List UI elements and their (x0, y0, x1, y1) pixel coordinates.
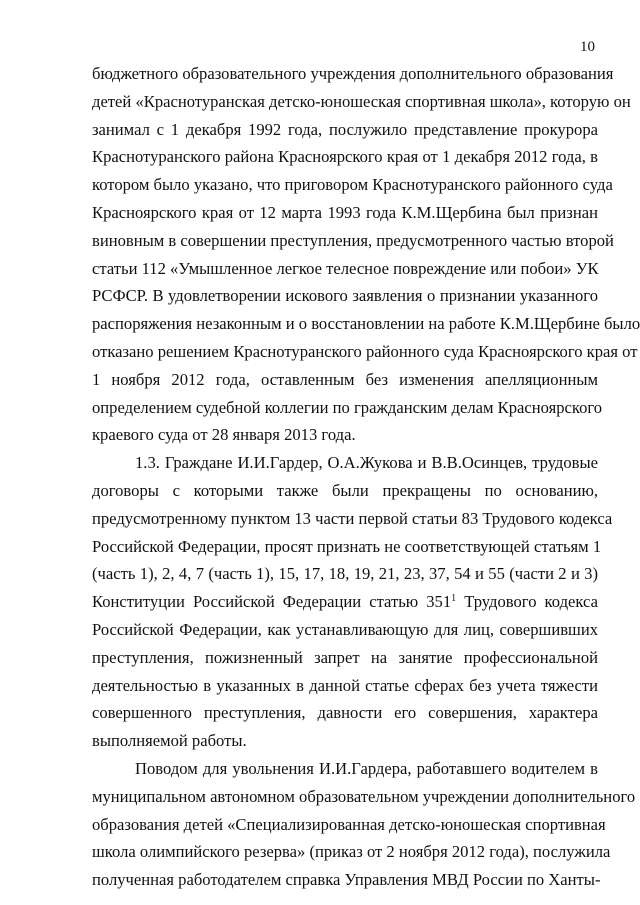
text-line: статьи 112 «Умышленное легкое телесное повреждение или побои» УК (92, 258, 599, 278)
text-line: котором было указано, что приговором Краснотуранского районного суда (92, 175, 613, 195)
text-line: распоряжения незаконным и о восстановлении на работе К.М.Щербине было (92, 314, 640, 334)
text-line-with-footnote (92, 588, 598, 616)
text-fragment: Конституции Российской Федерации статью 351 (92, 592, 452, 612)
paragraph-3 (92, 755, 636, 894)
text-line: Российской Федерации, как устанавливающую для лиц, совершивших (92, 619, 598, 639)
text-line: отказано решением Краснотуранского районного суда Красноярского края от (92, 341, 638, 361)
text-line: совершенного преступления, давности его совершения, характера (92, 703, 598, 723)
text-line: преступления, пожизненный запрет на занятие профессиональной (92, 647, 598, 667)
text-line: выполняемой работы. (92, 731, 247, 751)
text-line: муниципальном автономном образовательном учреждении дополнительного (92, 786, 636, 806)
text-line: детей «Краснотуранская детско-юношеская спортивная школа», которую он (92, 91, 631, 111)
paragraph-1 (92, 60, 640, 449)
text-line: школа олимпийского резерва» (приказ от 2 ноября 2012 года), послужила (92, 842, 611, 862)
text-line: определением судебной коллегии по гражданским делам Красноярского (92, 397, 603, 417)
page-number: 10 (580, 39, 595, 55)
text-line: образования детей «Специализированная детско-юношеская спортивная (92, 814, 606, 834)
text-fragment: Трудового кодекса (456, 592, 598, 612)
text-line: занимал с 1 декабря 1992 года, послужило представление прокурора (92, 119, 598, 139)
text-line: Краснотуранского района Красноярского края от 1 декабря 2012 года, в (92, 147, 598, 167)
text-line: Красноярского края от 12 марта 1993 года К.М.Щербина был признан (92, 202, 598, 222)
footnote-superscript: 1 (451, 593, 457, 605)
text-line: предусмотренному пунктом 13 части первой статьи 83 Трудового кодекса (92, 508, 613, 528)
text-line: полученная работодателем справка Управления МВД России по Ханты- (92, 870, 601, 890)
text-line: (часть 1), 2, 4, 7 (часть 1), 15, 17, 18, 19, 21, 23, 37, 54 и 55 (части 2 и 3) (92, 564, 598, 584)
document-body (92, 60, 640, 894)
text-line: Российской Федерации, просят признать не соответствующей статьям 1 (92, 536, 602, 556)
text-line: бюджетного образовательного учреждения дополнительного образования (92, 64, 614, 83)
text-line: 1.3. Граждане И.И.Гардер, О.А.Жукова и В.В.Осинцев, трудовые (135, 453, 598, 473)
text-line: Поводом для увольнения И.И.Гардера, работавшего водителем в (135, 758, 598, 778)
text-line: договоры с которыми также были прекращены по основанию, (92, 480, 598, 500)
text-line: 1 ноября 2012 года, оставленным без изменения апелляционным (92, 369, 598, 389)
text-line: виновным в совершении преступления, предусмотренного частью второй (92, 230, 614, 250)
text-line: РСФСР. В удовлетворении искового заявления о признании указанного (92, 286, 598, 306)
text-line: деятельностью в указанных в данной статье сферах без учета тяжести (92, 675, 598, 695)
text-line: краевого суда от 28 января 2013 года. (92, 425, 356, 445)
paragraph-2 (92, 449, 613, 755)
